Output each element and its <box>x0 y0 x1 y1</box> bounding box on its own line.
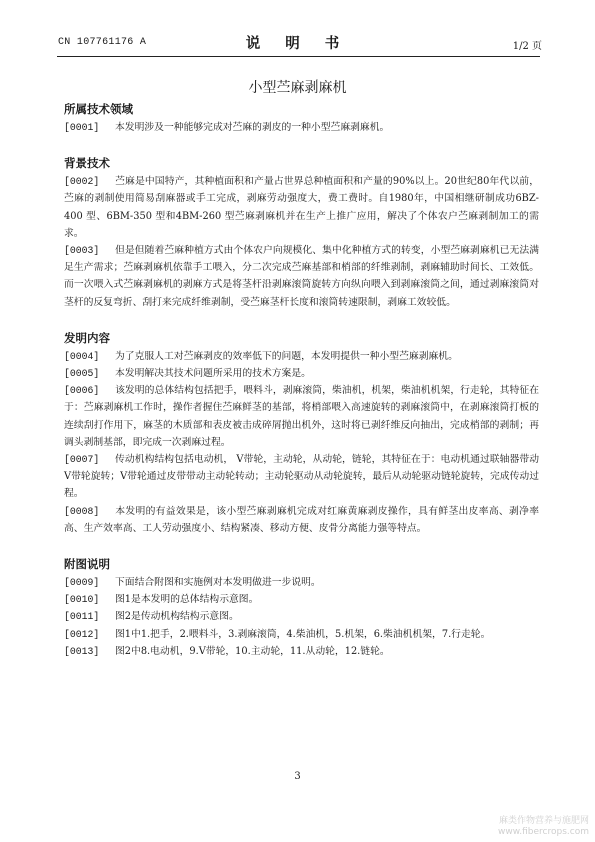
document-type-heading: 说 明 书 <box>245 35 350 52</box>
paragraph <box>64 119 539 136</box>
paragraph <box>64 574 539 591</box>
section-heading: 附图说明 <box>64 557 110 572</box>
section-heading: 发明内容 <box>64 330 110 345</box>
paragraph <box>64 503 539 537</box>
paragraph <box>64 382 539 451</box>
page-number: 3 <box>294 771 301 782</box>
paragraph-number: [0011] <box>64 611 100 623</box>
paragraph-text: 下面结合附图和实施例对本发明做进一步说明。 <box>115 577 321 589</box>
section-drawings <box>64 556 539 660</box>
paragraph-text: 图2是传动机构结构示意图。 <box>115 611 239 623</box>
header-divider <box>57 56 540 57</box>
paragraph-number: [0007] <box>64 454 100 466</box>
paragraph <box>64 451 539 503</box>
document-body <box>64 101 539 660</box>
paragraph-number: [0008] <box>64 505 100 517</box>
watermark <box>498 816 589 838</box>
paragraph-text: 图1是本发明的总体结构示意图。 <box>115 594 259 606</box>
paragraph <box>64 365 539 382</box>
paragraph-number: [0006] <box>64 385 100 397</box>
paragraph <box>64 173 539 242</box>
paragraph-number: [0002] <box>64 176 100 188</box>
paragraph-text: 图1中1.把手，2.喂料斗，3.剥麻滚筒，4.柴油机，5.机架，6.柴油机机架，7.行走轮。 <box>115 628 491 640</box>
paragraph <box>64 348 539 365</box>
paragraph <box>64 643 539 660</box>
paragraph-number: [0003] <box>64 245 100 257</box>
section-background <box>64 155 539 311</box>
paragraph-text: 图2中8.电动机，9.V带轮，10.主动轮，11.从动轮，12.链轮。 <box>115 645 390 657</box>
section-heading: 所属技术领域 <box>64 102 133 116</box>
watermark-url: www.fibercrops.com <box>498 827 589 837</box>
paragraph-number: [0013] <box>64 645 100 657</box>
document-title: 小型苎麻剥麻机 <box>248 80 347 96</box>
paragraph-text: 该发明的总体结构包括把手，喂料斗，剥麻滚筒，柴油机，机架，柴油机机架，行走轮，其特征在于：苎麻剥麻机工作时，操作者握住苎麻鲜茎的基部，将梢部喂入高速旋转的剥麻滚筒中，在剥麻滚筒打板的连续刮打作用下，麻茎的木质部和表皮被击成碎屑抛出机外，这时将已剥纤维反向抽出，完成梢部的剥制；再调头剥制基部，即完成一次剥麻过程。 <box>64 385 539 448</box>
paragraph-text: 本发明涉及一种能够完成对苎麻的剥皮的一种小型苎麻剥麻机。 <box>115 122 390 133</box>
watermark-site-name: 麻类作物营养与施肥网 <box>498 816 589 826</box>
section-summary <box>64 330 539 537</box>
paragraph-number: [0001] <box>64 122 100 133</box>
paragraph-text: 传动机构结构包括电动机， V带轮，主动轮，从动轮，链轮，其特征在于：电动机通过联轴器带动V带轮旋转；V带轮通过皮带带动主动轮转动；主动轮驱动从动轮旋转，最后从动轮驱动链轮旋转，完成传动过程。 <box>64 454 539 500</box>
paragraph-number: [0012] <box>64 628 100 640</box>
paragraph-number: [0010] <box>64 594 100 606</box>
paragraph <box>64 608 539 625</box>
paragraph <box>64 626 539 643</box>
paragraph-number: [0009] <box>64 577 100 589</box>
paragraph-text: 本发明的有益效果是，该小型苎麻剥麻机完成对红麻黄麻剥皮操作，具有鲜茎出皮率高、剥净率高、生产效率高、工人劳动强度小、结构紧凑、移动方便、皮骨分离能力强等特点。 <box>64 505 539 534</box>
paragraph-text: 但是但随着苎麻种植方式由个体农户向规模化、集中化种植方式的转变，小型苎麻剥麻机已无法满足生产需求；苎麻剥麻机依靠手工喂入，分二次完成苎麻基部和梢部的纤维剥制，剥麻辅助时间长、工效低。而一次喂入式苎麻剥麻机的剥麻方式是将茎杆沿剥麻滚筒旋转方向纵向喂入到剥麻滚筒之间，通过剥麻滚筒对茎杆的反复弯折、刮打来完成纤维剥制，受苎麻茎杆长度和滚筒转速限制，剥麻工效较低。 <box>64 245 539 308</box>
section-technical-field <box>64 101 539 136</box>
paragraph-number: [0005] <box>64 368 100 380</box>
paragraph-text: 本发明解决其技术问题所采用的技术方案是。 <box>115 368 311 380</box>
page-indicator: 1/2 页 <box>512 41 542 52</box>
section-heading: 背景技术 <box>64 156 110 171</box>
paragraph-number: [0004] <box>64 350 100 362</box>
paragraph <box>64 242 539 311</box>
paragraph-text: 苎麻是中国特产，其种植面积和产量占世界总种植面积和产量的90%以上。20世纪80年代以前，苎麻的剥制使用简易刮麻器或手工完成，剥麻劳动强度大，费工费时。自1980年，中国相继研制成功6BZ-400 型、6BM-350 型和4BM-260 型苎麻剥麻机并在生产上推广应用，解决了个体农户苎麻剥制加工的需求。 <box>64 176 539 239</box>
paragraph <box>64 591 539 608</box>
patent-number: CN 107761176 A <box>58 37 147 48</box>
paragraph-text: 为了克服人工对苎麻剥皮的效率低下的问题，本发明提供一种小型苎麻剥麻机。 <box>115 350 458 362</box>
